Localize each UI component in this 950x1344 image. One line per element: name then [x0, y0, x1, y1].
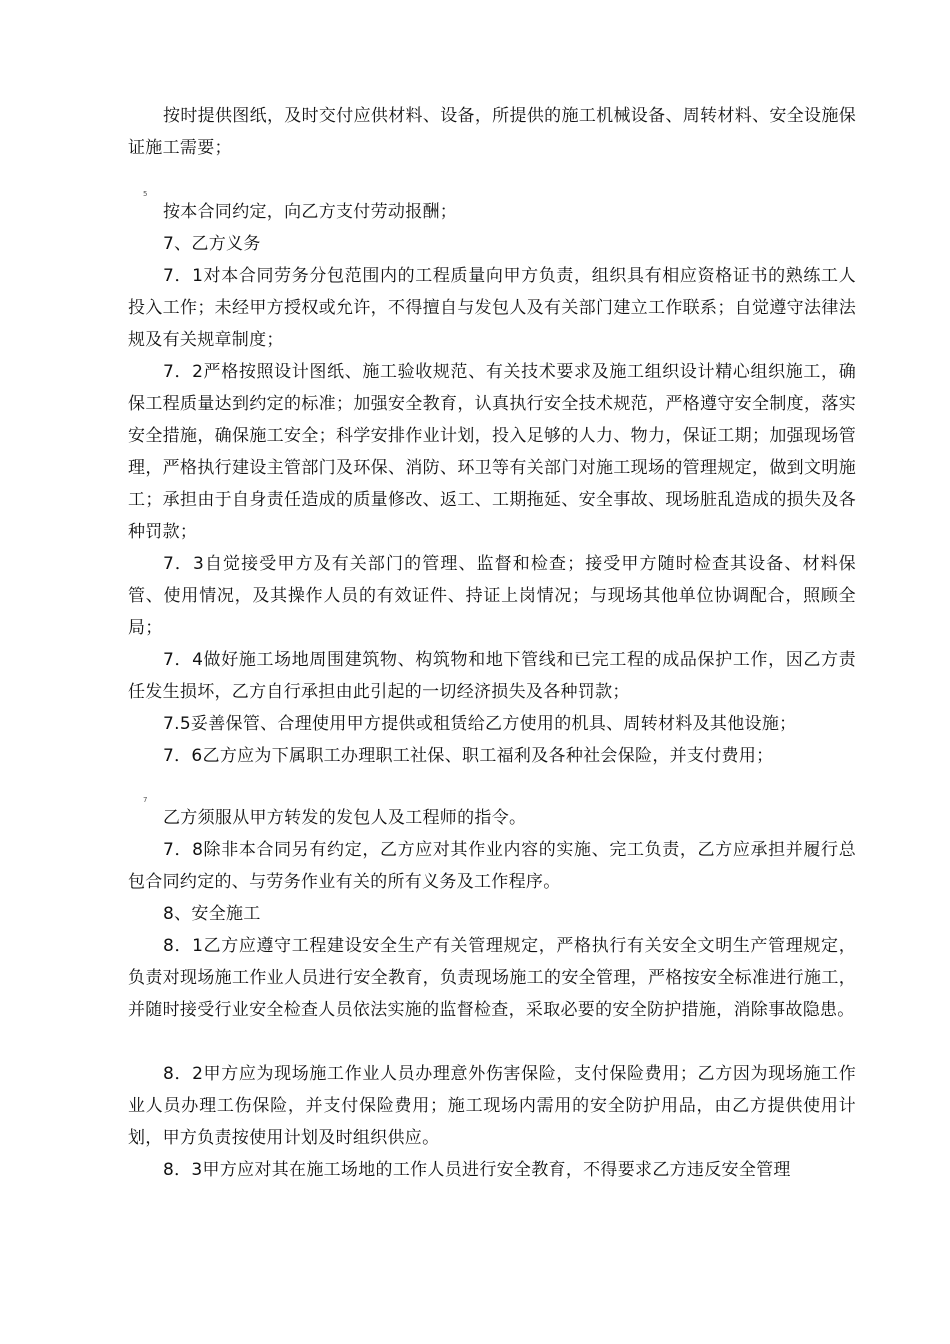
clause-7-2: 7．2严格按照设计图纸、施工验收规范、有关技术要求及施工组织设计精心组织施工，确保工程质量达到约定的标准；加强安全教育，认真执行安全技术规范，严格遵守安全制度，落实安全措施，确保施工安全；科学安排作业计划，投入足够的人力、物力，保证工期；加强现场管理，严格执行建设主管部门及环保、消防、环卫等有关部门对施工现场的管理规定，做到文明施工；承担由于自身责任造成的质量修改、返工、工期拖延、安全事故、现场脏乱造成的损失及各种罚款； — [128, 362, 856, 542]
clause-7-8: 7．8除非本合同另有约定，乙方应对其作业内容的实施、完工负责，乙方应承担并履行总包合同约定的、与劳务作业有关的所有义务及工作程序。 — [128, 840, 856, 892]
clause-7-6: 7．6乙方应为下属职工办理职工社保、职工福利及各种社会保险，并支付费用； — [163, 746, 774, 766]
section-heading-7: 7、乙方义务 — [163, 234, 261, 254]
paragraph-payment: 按本合同约定，向乙方支付劳动报酬； — [163, 202, 458, 222]
clause-7-7: 乙方须服从甲方转发的发包人及工程师的指令。 — [163, 808, 527, 828]
clause-8-1: 8．1乙方应遵守工程建设安全生产有关管理规定，严格执行有关安全文明生产管理规定，负责对现场施工作业人员进行安全教育，负责现场施工的安全管理，严格按安全标准进行施工，并随时接受行业安全检查人员依法实施的监督检查，采取必要的安全防护措施，消除事故隐患。 — [128, 936, 856, 1020]
clause-8-3: 8．3甲方应对其在施工场地的工作人员进行安全教育，不得要求乙方违反安全管理 — [163, 1160, 791, 1180]
clause-7-1: 7．1对本合同劳务分包范围内的工程质量向甲方负责，组织具有相应资格证书的熟练工人投入工作；未经甲方授权或允许，不得擅自与发包人及有关部门建立工作联系；自觉遵守法律法规及有关规章制度； — [128, 266, 856, 350]
clause-7-5: 7.5妥善保管、合理使用甲方提供或租赁给乙方使用的机具、周转材料及其他设施； — [163, 714, 797, 734]
page-mark: 7 — [143, 796, 148, 804]
clause-7-3: 7．3自觉接受甲方及有关部门的管理、监督和检查；接受甲方随时检查其设备、材料保管、使用情况，及其操作人员的有效证件、持证上岗情况；与现场其他单位协调配合，照顾全局； — [128, 554, 856, 638]
section-heading-8: 8、安全施工 — [163, 904, 261, 924]
clause-8-2: 8．2甲方应为现场施工作业人员办理意外伤害保险，支付保险费用；乙方因为现场施工作业人员办理工伤保险，并支付保险费用；施工现场内需用的安全防护用品，由乙方提供使用计划，甲方负责按使用计划及时组织供应。 — [128, 1064, 856, 1148]
page-mark: 5 — [143, 190, 148, 198]
paragraph-materials: 按时提供图纸，及时交付应供材料、设备，所提供的施工机械设备、周转材料、安全设施保证施工需要； — [128, 106, 856, 158]
clause-7-4: 7．4做好施工场地周围建筑物、构筑物和地下管线和已完工程的成品保护工作，因乙方责任发生损坏，乙方自行承担由此引起的一切经济损失及各种罚款； — [128, 650, 856, 702]
